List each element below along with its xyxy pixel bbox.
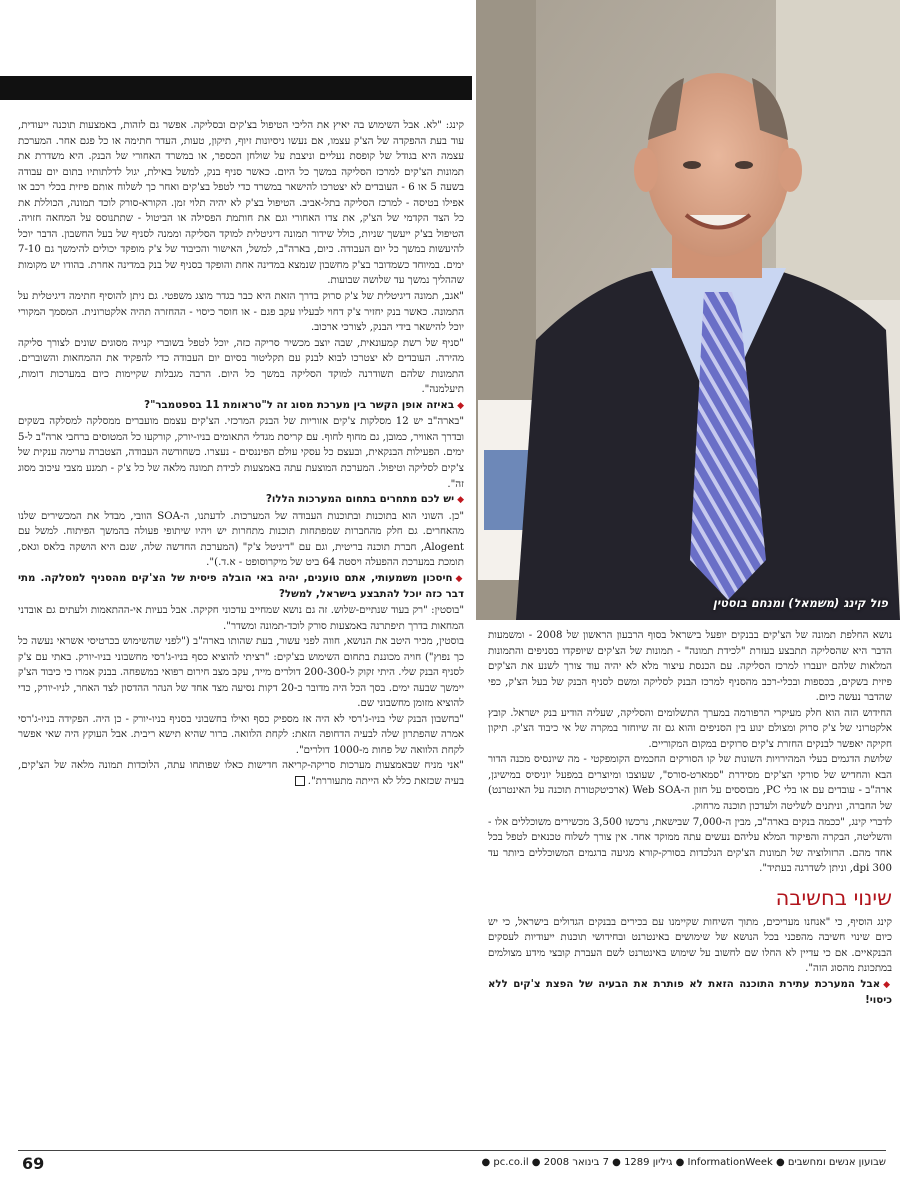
article-paragraph — [18, 634, 464, 712]
article-column-left — [18, 118, 464, 1146]
interview-question — [18, 571, 464, 603]
article-paragraph — [488, 628, 892, 706]
paragraph-text: שינוי בחשיבה — [775, 885, 892, 910]
paragraph-text: "אני מניח שבאמצעות מערכות סריקה-קריאה חדישות כאלו שפותחו עתה, הלוכדות תמונה מלאה של הצ'קים, בעיה שכזאת כלל לא הייתה מתעוררת". — [18, 760, 464, 787]
paragraph-text: בוסטין, מכיר היטב את הנושא, חווה לפני עשור, בעת שהותו בארה"ב ("לפני שהשימוש בכרטיסי אשראי נעשה כל כך נפוץ") חויה מכוננת בתחום השימוש בצ'קים: "רציתי להוציא כסף בניו-ג'רסי מחשבוני בניו-יורק. באתי עם צ'ק לסניף הבנק שלי. היתי זקוק ל-200-300 דולרים מייד, עקב מצב חירום רפואי במשפחה. בבנק אמרו כי כיבוד הצ'ק יימשך שבעה ימים. בסך הכל היה מדובר ב-20 דקות נסיעה מצד אחד של הנהר ההדסון לצד האחר, לניו-יורק, כדי להוציא מזומן מחשבוני שם. — [18, 636, 464, 710]
diamond-bullet-icon: ◆ — [455, 573, 464, 584]
photo-caption: פול קינג (משמאל) ומנחם בוסטין — [712, 596, 888, 610]
article-column-right — [488, 628, 892, 1146]
interview-question — [488, 977, 892, 1009]
end-of-article-icon — [295, 776, 305, 786]
diamond-bullet-icon: ◆ — [457, 400, 464, 411]
article-paragraph — [18, 712, 464, 759]
paragraph-text: "אגב, תמונה דיגיטלית של צ'ק סרוק בדרך הזאת היא כבר בגדר מוצג משפטי. גם ניתן להוסיף חתימה דיגיטלית על התמונה. כאשר בנק יחזיר צ'ק דחוי לבעליו עקב פגם - או חוסר כיסוי - ההחזרה תהיה אלקטרונית. המסמך המקורי יוכל להישאר בידי הבנק, לצורכי ארכוב. — [18, 291, 464, 334]
page-number: 69 — [22, 1154, 45, 1173]
paragraph-text: קינג הוסיף, כי "אנחנו מעריכים, מתוך השיחות שקיימנו עם בכירים בבנקים הגדולים בישראל, כי יש כיום שינוי חשיבה מהפכני בכל הנושא של שימושים באינטרנט ובחידושי תוכנות ייעודיות לעסקים הבנקאיים. אם כי עדיין לא החלו שם לחשוב על שימוש באינטרנט לשם העברת קובצי מידע מצולמים במתכונת מהסוג הזה". — [488, 916, 892, 975]
footer-publication-line: שבועון אנשים ומחשבים ● InformationWeek ● גיליון 1289 ● 7 בינואר 2008 ● pc.co.il ● — [481, 1157, 886, 1168]
paragraph-text: קינג: "לא. אבל השימוש בה יאיץ את הליכי הטיפול בצ'קים ובסליקה. אפשר גם לזהות, באמצעות תוכנה ייעודית, עוד בעת ההפקדה של הצ'ק עצמו, אם נעשו ניסיונות זיוף, תיקון, טעות, העדר חתימה או כל פגם אחר. המערכת עצמה היא בגודל של קופסת נעליים וניצבת על שולחן הכספר, או במשרד האחורי של הבנק. היא משדרת את תמונות הצ'קים למרכז הסליקה במשך כל היום. כאשר סניף בנק, למשל באילת, יגול לדלתותיו בתום יום עבודה בשעה 5 או 6 - העובדים לא יצטרכו להישאר במשרד כדי לטפל בצ'קים ואחר כך לשלוח אותם פיזית בכלי רכב או אפילו בטיסה - למרכז הסליקה בתל-אביב. הטיפול בצ'ק לא יהיה תלוי זמן. הקורא-סורק לוכד תמונה, הכוללת את כל הצד הקדמי של הצ'ק, את צדו האחורי וגם את חותמת הפסילה או הביטול - שתתנוסס על המחאה חזויה. הטיפול בצ'ק ייעשך שניות, כולל שידור תמונה דיגיטלית למוקד הסליקה וממנה לסניף של בעל החשבון. הדבר יוכל להיעשות במשך כל יום העבודה. כיום, בארה"ב, למשל, האישור והכיבוד של צ'ק מופקד יכולים להימשך גם 7-10 ימים. במיוחד כשמדובר בצ'ק מחשבון שנמצא במדינה אחת והופקד בסניף של בנק במדינה אחרת. בהודו יש מקומות שההליך נמשך עד שלושה שבועות. — [18, 120, 464, 287]
diamond-bullet-icon: ◆ — [883, 979, 892, 990]
interview-question — [18, 398, 464, 415]
article-paragraph — [488, 752, 892, 814]
paragraph-text: נושא החלפת תמונה של הצ'קים בבנקים יופעל בישראל בסוף הרבעון הראשון של 2008 - ומשמעות הדבר היא שהסליקה תתבצע בעזרת "לכידת תמונה" - תמונות של הצ'קים שיופקדו בסניפים והתמונות המלאות שלהם יועברו למרכז הסליקה. עם הכנסת עיצור מלא לא יהיה עוד צורך לשנע את הצ'קים פיזית בשקים, בכספות ובכלי-רכב מהסניף למרכז הבנק לסליקה ומשם לסניף הבנק של בעל הצ'ק, כפי שהדבר נעשה כיום. — [488, 630, 892, 704]
paragraph-text: "בוסטין: "רק בעוד שנתיים-שלוש. זה גם נושא שמחייב עדכוני חקיקה. אבל בעיות אי-ההתאמות ולעתים גם אובדני המחאות בדרך תיפתרנה באמצעות סורק לוכד-תמונה ומשדר". — [18, 604, 464, 632]
paragraph-text: באיזה אופן הקשר בין מערכת מסוג זה ל"טראומת 11 בספטמבר"? — [144, 399, 455, 411]
footer-rule — [18, 1150, 886, 1151]
paragraph-text: "כן. השוני הוא בתוכנות ובתוכנות העבודה של המערכות. לדעתנו, ה-SOA הוובי, מבדל את המכשירים שלנו מהאחרים. גם חלק מהחברות שמפתחות תוכנות מתחרות יש ויהיו שיתופי פעולה בהמשך הפיתוח. למשל עם Alogent, חברת תוכנה בריטית, וגם עם "דיגיטל צ'ק" (המערכת החדשה שלה, שגם היא הושקה בלאס וגאס, תומכת במערכת ההפעלה ויסטה 64 ביט של מיקרוסופט - א.ד.)". — [18, 510, 464, 569]
paragraph-text: אבל המערכת עתירת התוכנה הזאת לא פותרת את הבעיה של הפצת צ'קים ללא כיסוי! — [488, 978, 892, 1007]
paragraph-text: "בחשבון הבנק שלי בניו-ג'רסי לא היה אז מספיק כסף ואילו בחשבוני בסניף בניו-יורק - כן היה. הפקידה בניו-ג'רסי אמרה שהפתרון שלה לבעיה הדחופה הזאת: לקחת הלוואה. ברור שהיא תישא ריבית. אבל העוקץ היה שאי אפשר לקחת הלוואה של פחות מ-1000 דולרים". — [18, 713, 464, 756]
interview-question — [18, 492, 464, 509]
paragraph-text: "סניף של רשת קמעונאית, שבה יוצב מכשיר סריקה כזה, יוכל לטפל בשוברי קנייה מסוגים שונים לצורך סליקה מהירה. העובדים לא יצטרכו לבוא לבנק עם תקליטור בסיום יום העבודה כדי להפקיד את ההמחאות והשוברים. התמונות שלהם תשודרנה למוקד הסליקה במשך כל היום. הרבה מגבלות שקיימות כיום במערכות דומות, תיעלמנה". — [18, 337, 464, 396]
article-paragraph — [488, 915, 892, 977]
article-paragraph — [18, 289, 464, 336]
header-bar — [0, 76, 472, 100]
paragraph-text: יש לכם מתחרים בתחום המערכות הללו? — [266, 494, 455, 506]
article-paragraph — [18, 414, 464, 492]
section-title — [488, 883, 892, 913]
article-paragraph — [18, 509, 464, 571]
portrait-illustration — [476, 0, 900, 620]
page-footer — [22, 1154, 886, 1176]
paragraph-text: "בארה"ב יש 12 מסלקות צ'קים אזוריות של הבנק המרכזי. הצ'קים עצמם מועברים ממסלקה למסלקה בשקים ובדרך האוויר, כמובן, גם מחוף לחוף. עם קריסת מגדלי התאומים בניו-יורק, קורקעו כל המטוסים ברחבי ארה"ב ל-5 ימים. הפעילות הבנקאית, ובעצם כל עסקי עולם הפיננסים - נעצרו. כשחודשה העבודה, הצטברה ערימה ענקית של צ'קים לסליקה וטיפול. המערכת המוצעת עתה באמצעות לכידת תמונה מלאה של כל צ'ק - תמנע מצבי עיכוב מסוג זה". — [18, 416, 464, 490]
article-paragraph — [18, 758, 464, 789]
article-paragraph — [18, 336, 464, 398]
article-paragraph — [18, 118, 464, 289]
diamond-bullet-icon: ◆ — [457, 495, 464, 506]
paragraph-text: החידוש הזה הוא חלק מעיקרי הרפורמה במערך התשלומים והסליקה, שעליה הודיע בנק ישראל. קובץ אלקטרוני של צ'ק סרוק ומצולם ינוע בין הסניפים והוא גם זה שיוחזר במקרה של אי כיבוד הצ'ק. תיקון חקיקה יאפשר לבנקים החזרת צ'קים סרוקים במקום המקוריים. — [488, 707, 892, 750]
paragraph-text: חיסכון משמעותי, אתם טוענים, יהיה באי הובלה פיסית של הצ'קים מהסניף למסלקה. מתי דבר כזה יוכל להתבצע בישראל, למשל? — [18, 572, 464, 601]
article-paragraph — [18, 603, 464, 634]
article-paragraph — [488, 815, 892, 877]
portrait-photo — [476, 0, 900, 620]
paragraph-text: לדברי קינג, "ככמה בנקים בארה"ב, מבין ה-7,000 שבישאת, נרכשו 3,500 מכשירים משוכללים אלו - והשליטה, הבקרה והפיקוד המלא עליהם נעשים עתה ממוקד אחד. אין צורך לשלוח טכנאים לטפל בכל אחד מהם. הרזולוציה של תמונות הצ'קים הנלכדות בסורק-קורא מגיעה בדגמים המשוכללים ביותר עד 300 dpi, וניתן לשדרגה בעתיד". — [488, 816, 892, 875]
article-paragraph — [488, 706, 892, 753]
paragraph-text: שלושת הדגמים בעלי המהירויות השונות של קו הסורקים החכמים הקומפקטי - מה שיונסיס מכנה הדור הבא והחדיש של סורקי הצ'קים מסידרת "סמארט-סורס", שעוצבו ומיוצרים במפעל יוניסיס במישיגן, ארה"ב - עובדים עם או בלי PC, מבוססים על חזון ה-Web SOA (ארכיטקטורת תוכנה על האינטרנט) של החברה, וניתנים לשליטה ולעדכון תוכנה מרחוק. — [488, 754, 892, 813]
